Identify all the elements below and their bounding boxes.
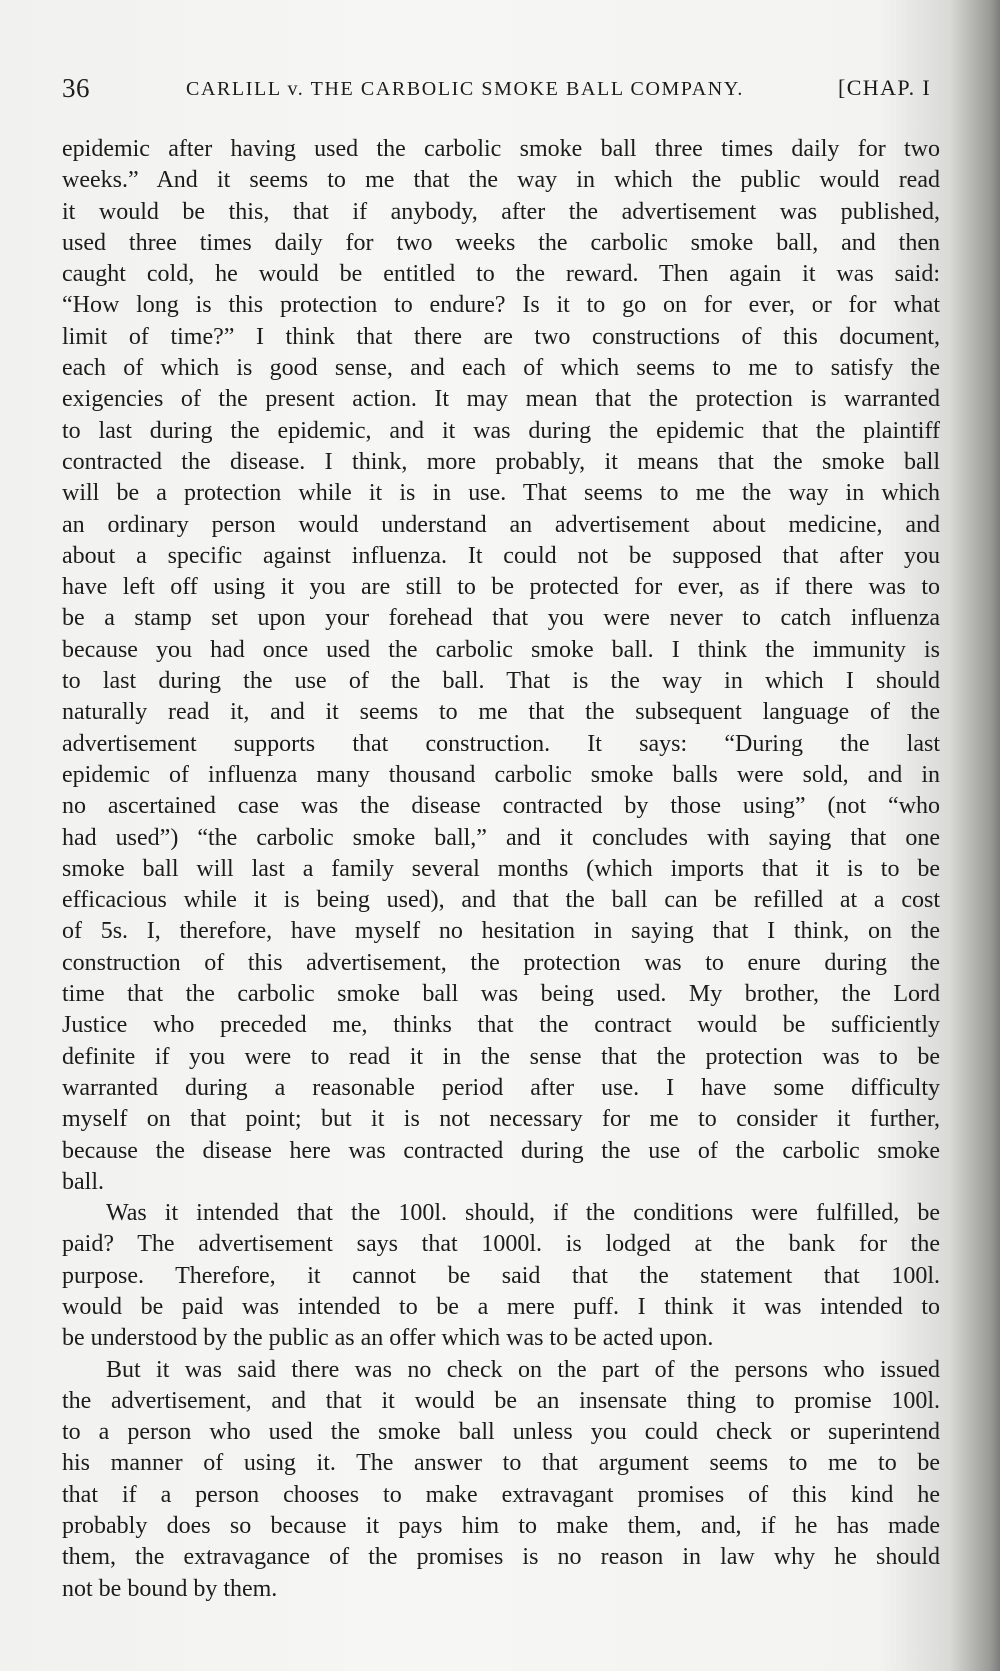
text-line: construction of this advertisement, the protection was to enure during the <box>62 949 940 976</box>
text-line: epidemic of influenza many thousand carbolic smoke balls were sold, and in <box>62 761 940 788</box>
text-line: ball. <box>62 1168 104 1195</box>
text-line: efficacious while it is being used), and that the ball can be refilled at a cost <box>62 887 940 914</box>
text-line: smoke ball will last a family several months (which imports that it is to be <box>62 855 940 882</box>
text-line: But it was said there was no check on the part of the persons who issued <box>106 1356 940 1383</box>
text-line: no ascertained case was the disease contracted by those using” (not “who <box>62 793 940 820</box>
text-line: naturally read it, and it seems to me that the subsequent language of the <box>62 699 940 726</box>
text-line: contracted the disease. I think, more probably, it means that the smoke ball <box>62 448 940 475</box>
body-text <box>62 134 940 1605</box>
text-line: Was it intended that the 100l. should, if the conditions were fulfilled, be <box>106 1200 940 1227</box>
chapter-label: [CHAP. I <box>838 75 932 100</box>
text-line: caught cold, he would be entitled to the reward. Then again it was said: <box>62 261 940 288</box>
text-line: exigencies of the present action. It may mean that the protection is warranted <box>62 386 940 413</box>
text-line: to a person who used the smoke ball unless you could check or superintend <box>62 1419 940 1446</box>
text-line: warranted during a reasonable period after use. I have some difficulty <box>62 1074 940 1101</box>
text-line: not be bound by them. <box>62 1575 278 1602</box>
text-line: his manner of using it. The answer to that argument seems to me to be <box>62 1450 940 1477</box>
page-header <box>62 73 938 113</box>
text-line: of 5s. I, therefore, have myself no hesitation in saying that I think, on the <box>62 918 940 945</box>
text-line: paid? The advertisement says that 1000l. is lodged at the bank for the <box>62 1231 940 1258</box>
text-line: that if a person chooses to make extravagant promises of this kind he <box>62 1481 940 1508</box>
text-line: because the disease here was contracted during the use of the carbolic smoke <box>62 1137 940 1164</box>
text-line: be understood by the public as an offer which was to be acted upon. <box>62 1325 714 1352</box>
text-line: an ordinary person would understand an advertisement about medicine, and <box>62 511 940 538</box>
text-line: because you had once used the carbolic smoke ball. I think the immunity is <box>62 636 940 663</box>
text-line: probably does so because it pays him to make them, and, if he has made <box>62 1513 940 1540</box>
text-line: purpose. Therefore, it cannot be said that the statement that 100l. <box>62 1262 940 1289</box>
text-line: will be a protection while it is in use. That seems to me the way in which <box>62 480 940 507</box>
text-line: weeks.” And it seems to me that the way in which the public would read <box>62 167 940 194</box>
text-line: have left off using it you are still to be protected for ever, as if there was to <box>62 574 940 601</box>
text-line: time that the carbolic smoke ball was being used. My brother, the Lord <box>62 981 940 1008</box>
text-line: the advertisement, and that it would be an insensate thing to promise 100l. <box>62 1387 940 1414</box>
text-line: each of which is good sense, and each of which seems to me to satisfy the <box>62 355 940 382</box>
text-line: would be paid was intended to be a mere puff. I think it was intended to <box>62 1293 940 1320</box>
text-line: used three times daily for two weeks the carbolic smoke ball, and then <box>62 229 940 256</box>
page-number: 36 <box>62 73 90 103</box>
text-line: had used”) “the carbolic smoke ball,” and it concludes with saying that one <box>62 824 940 851</box>
text-line: be a stamp set upon your forehead that you were never to catch influenza <box>62 605 940 632</box>
text-line: epidemic after having used the carbolic smoke ball three times daily for two <box>62 136 940 162</box>
text-line: about a specific against influenza. It could not be supposed that after you <box>62 542 940 569</box>
text-line: them, the extravagance of the promises is no reason in law why he should <box>62 1544 940 1571</box>
text-line: to last during the epidemic, and it was during the epidemic that the plaintiff <box>62 417 940 444</box>
running-title: CARLILL v. THE CARBOLIC SMOKE BALL COMPANY. <box>186 78 744 100</box>
text-line: to last during the use of the ball. That is the way in which I should <box>62 668 940 695</box>
text-line: Justice who preceded me, thinks that the contract would be sufficiently <box>62 1012 940 1039</box>
text-line: myself on that point; but it is not necessary for me to consider it further, <box>62 1106 940 1133</box>
text-line: limit of time?” I think that there are two constructions of this document, <box>62 323 940 350</box>
text-line: definite if you were to read it in the sense that the protection was to be <box>62 1043 940 1070</box>
text-line: it would be this, that if anybody, after the advertisement was published, <box>62 198 940 225</box>
text-line: “How long is this protection to endure? Is it to go on for ever, or for what <box>62 292 940 319</box>
text-line: advertisement supports that construction. It says: “During the last <box>62 730 940 757</box>
